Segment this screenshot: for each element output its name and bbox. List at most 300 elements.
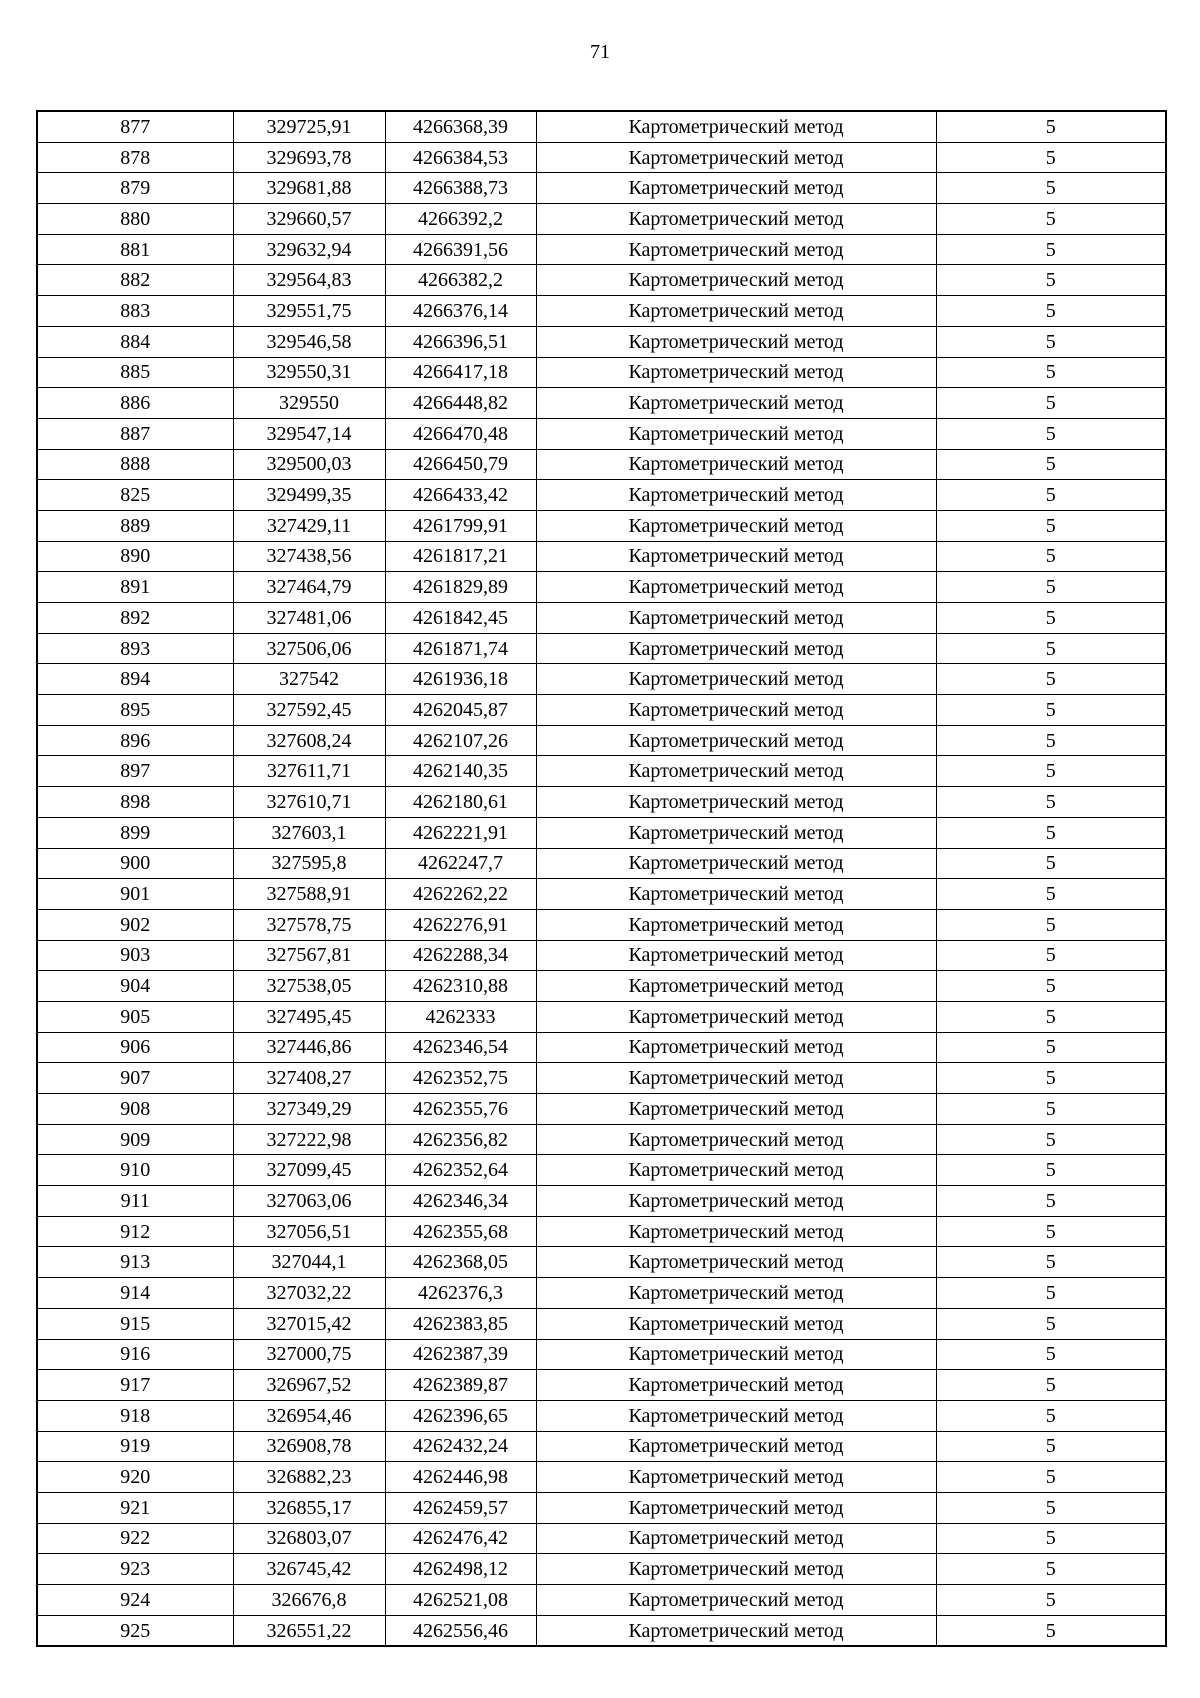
- y-coordinate-cell: 4262140,35: [385, 756, 536, 787]
- y-coordinate-cell: 4262352,64: [385, 1155, 536, 1186]
- point-number-cell: 889: [37, 510, 233, 541]
- accuracy-cell: 5: [936, 234, 1166, 265]
- x-coordinate-cell: 327056,51: [233, 1216, 385, 1247]
- accuracy-cell: 5: [936, 204, 1166, 235]
- table-row: [37, 1462, 1166, 1493]
- accuracy-cell: 5: [936, 572, 1166, 603]
- accuracy-cell: 5: [936, 1308, 1166, 1339]
- method-cell: Картометрический метод: [536, 357, 936, 388]
- method-cell: Картометрический метод: [536, 1492, 936, 1523]
- method-cell: Картометрический метод: [536, 1585, 936, 1616]
- method-cell: Картометрический метод: [536, 1032, 936, 1063]
- accuracy-cell: 5: [936, 296, 1166, 327]
- accuracy-cell: 5: [936, 1032, 1166, 1063]
- point-number-cell: 919: [37, 1431, 233, 1462]
- table-row: [37, 664, 1166, 695]
- accuracy-cell: 5: [936, 326, 1166, 357]
- accuracy-cell: 5: [936, 1523, 1166, 1554]
- table-row: [37, 204, 1166, 235]
- method-cell: Картометрический метод: [536, 633, 936, 664]
- point-number-cell: 916: [37, 1339, 233, 1370]
- x-coordinate-cell: 327438,56: [233, 541, 385, 572]
- table-row: [37, 1492, 1166, 1523]
- y-coordinate-cell: 4266384,53: [385, 142, 536, 173]
- x-coordinate-cell: 327015,42: [233, 1308, 385, 1339]
- x-coordinate-cell: 329681,88: [233, 173, 385, 204]
- table-row: [37, 234, 1166, 265]
- method-cell: Картометрический метод: [536, 664, 936, 695]
- y-coordinate-cell: 4262376,3: [385, 1278, 536, 1309]
- table-row: [37, 1308, 1166, 1339]
- table-row: [37, 1370, 1166, 1401]
- x-coordinate-cell: 326803,07: [233, 1523, 385, 1554]
- x-coordinate-cell: 327603,1: [233, 817, 385, 848]
- y-coordinate-cell: 4262247,7: [385, 848, 536, 879]
- method-cell: Картометрический метод: [536, 1431, 936, 1462]
- table-row: [37, 326, 1166, 357]
- point-number-cell: 925: [37, 1615, 233, 1646]
- method-cell: Картометрический метод: [536, 296, 936, 327]
- y-coordinate-cell: 4266433,42: [385, 480, 536, 511]
- table-row: [37, 1216, 1166, 1247]
- x-coordinate-cell: 329547,14: [233, 418, 385, 449]
- table-row: [37, 756, 1166, 787]
- method-cell: Картометрический метод: [536, 817, 936, 848]
- point-number-cell: 825: [37, 480, 233, 511]
- method-cell: Картометрический метод: [536, 1063, 936, 1094]
- y-coordinate-cell: 4262180,61: [385, 787, 536, 818]
- method-cell: Картометрический метод: [536, 510, 936, 541]
- x-coordinate-cell: 327588,91: [233, 879, 385, 910]
- y-coordinate-cell: 4262446,98: [385, 1462, 536, 1493]
- method-cell: Картометрический метод: [536, 111, 936, 142]
- y-coordinate-cell: 4262333: [385, 1001, 536, 1032]
- method-cell: Картометрический метод: [536, 204, 936, 235]
- accuracy-cell: 5: [936, 1278, 1166, 1309]
- accuracy-cell: 5: [936, 817, 1166, 848]
- method-cell: Картометрический метод: [536, 1216, 936, 1247]
- point-number-cell: 908: [37, 1094, 233, 1125]
- point-number-cell: 886: [37, 388, 233, 419]
- point-number-cell: 895: [37, 695, 233, 726]
- point-number-cell: 894: [37, 664, 233, 695]
- y-coordinate-cell: 4262107,26: [385, 725, 536, 756]
- x-coordinate-cell: 327611,71: [233, 756, 385, 787]
- accuracy-cell: 5: [936, 1492, 1166, 1523]
- y-coordinate-cell: 4266417,18: [385, 357, 536, 388]
- y-coordinate-cell: 4266392,2: [385, 204, 536, 235]
- table-row: [37, 1278, 1166, 1309]
- accuracy-cell: 5: [936, 633, 1166, 664]
- x-coordinate-cell: 327099,45: [233, 1155, 385, 1186]
- point-number-cell: 917: [37, 1370, 233, 1401]
- table-row: [37, 1032, 1166, 1063]
- method-cell: Картометрический метод: [536, 971, 936, 1002]
- table-row: [37, 633, 1166, 664]
- x-coordinate-cell: 329546,58: [233, 326, 385, 357]
- y-coordinate-cell: 4262346,54: [385, 1032, 536, 1063]
- method-cell: Картометрический метод: [536, 1308, 936, 1339]
- x-coordinate-cell: 327063,06: [233, 1186, 385, 1217]
- y-coordinate-cell: 4261842,45: [385, 603, 536, 634]
- point-number-cell: 899: [37, 817, 233, 848]
- table-row: [37, 510, 1166, 541]
- y-coordinate-cell: 4262432,24: [385, 1431, 536, 1462]
- table-row: [37, 1001, 1166, 1032]
- y-coordinate-cell: 4262355,76: [385, 1094, 536, 1125]
- table-row: [37, 1094, 1166, 1125]
- point-number-cell: 882: [37, 265, 233, 296]
- x-coordinate-cell: 329564,83: [233, 265, 385, 296]
- accuracy-cell: 5: [936, 1216, 1166, 1247]
- table-row: [37, 480, 1166, 511]
- accuracy-cell: 5: [936, 1339, 1166, 1370]
- table-row: [37, 1155, 1166, 1186]
- method-cell: Картометрический метод: [536, 234, 936, 265]
- point-number-cell: 909: [37, 1124, 233, 1155]
- x-coordinate-cell: 329550,31: [233, 357, 385, 388]
- y-coordinate-cell: 4262476,42: [385, 1523, 536, 1554]
- point-number-cell: 902: [37, 909, 233, 940]
- x-coordinate-cell: 326676,8: [233, 1585, 385, 1616]
- y-coordinate-cell: 4262396,65: [385, 1400, 536, 1431]
- table-row: [37, 1615, 1166, 1646]
- x-coordinate-cell: 326908,78: [233, 1431, 385, 1462]
- table-row: [37, 173, 1166, 204]
- table-row: [37, 909, 1166, 940]
- accuracy-cell: 5: [936, 787, 1166, 818]
- accuracy-cell: 5: [936, 1585, 1166, 1616]
- table-row: [37, 971, 1166, 1002]
- point-number-cell: 923: [37, 1554, 233, 1585]
- y-coordinate-cell: 4262368,05: [385, 1247, 536, 1278]
- table-row: [37, 1124, 1166, 1155]
- method-cell: Картометрический метод: [536, 388, 936, 419]
- x-coordinate-cell: 326855,17: [233, 1492, 385, 1523]
- x-coordinate-cell: 327495,45: [233, 1001, 385, 1032]
- table-row: [37, 787, 1166, 818]
- method-cell: Картометрический метод: [536, 1523, 936, 1554]
- point-number-cell: 922: [37, 1523, 233, 1554]
- x-coordinate-cell: 326954,46: [233, 1400, 385, 1431]
- y-coordinate-cell: 4261799,91: [385, 510, 536, 541]
- point-number-cell: 921: [37, 1492, 233, 1523]
- point-number-cell: 896: [37, 725, 233, 756]
- table-row: [37, 1523, 1166, 1554]
- y-coordinate-cell: 4266450,79: [385, 449, 536, 480]
- accuracy-cell: 5: [936, 1431, 1166, 1462]
- x-coordinate-cell: 327429,11: [233, 510, 385, 541]
- page-number: 71: [590, 41, 610, 63]
- accuracy-cell: 5: [936, 541, 1166, 572]
- accuracy-cell: 5: [936, 725, 1166, 756]
- method-cell: Картометрический метод: [536, 1124, 936, 1155]
- table-row: [37, 572, 1166, 603]
- method-cell: Картометрический метод: [536, 695, 936, 726]
- point-number-cell: 898: [37, 787, 233, 818]
- accuracy-cell: 5: [936, 695, 1166, 726]
- method-cell: Картометрический метод: [536, 909, 936, 940]
- y-coordinate-cell: 4262355,68: [385, 1216, 536, 1247]
- point-number-cell: 915: [37, 1308, 233, 1339]
- accuracy-cell: 5: [936, 848, 1166, 879]
- method-cell: Картометрический метод: [536, 787, 936, 818]
- method-cell: Картометрический метод: [536, 1247, 936, 1278]
- x-coordinate-cell: 329660,57: [233, 204, 385, 235]
- accuracy-cell: 5: [936, 418, 1166, 449]
- point-number-cell: 879: [37, 173, 233, 204]
- table-row: [37, 725, 1166, 756]
- point-number-cell: 878: [37, 142, 233, 173]
- point-number-cell: 880: [37, 204, 233, 235]
- accuracy-cell: 5: [936, 603, 1166, 634]
- table-row: [37, 1186, 1166, 1217]
- accuracy-cell: 5: [936, 1462, 1166, 1493]
- method-cell: Картометрический метод: [536, 418, 936, 449]
- x-coordinate-cell: 327506,06: [233, 633, 385, 664]
- point-number-cell: 914: [37, 1278, 233, 1309]
- accuracy-cell: 5: [936, 1400, 1166, 1431]
- method-cell: Картометрический метод: [536, 572, 936, 603]
- accuracy-cell: 5: [936, 909, 1166, 940]
- point-number-cell: 907: [37, 1063, 233, 1094]
- method-cell: Картометрический метод: [536, 603, 936, 634]
- accuracy-cell: 5: [936, 756, 1166, 787]
- method-cell: Картометрический метод: [536, 879, 936, 910]
- table-row: [37, 603, 1166, 634]
- method-cell: Картометрический метод: [536, 725, 936, 756]
- x-coordinate-cell: 327408,27: [233, 1063, 385, 1094]
- table-row: [37, 1339, 1166, 1370]
- x-coordinate-cell: 327538,05: [233, 971, 385, 1002]
- x-coordinate-cell: 329550: [233, 388, 385, 419]
- coordinates-table: [36, 110, 1167, 1647]
- y-coordinate-cell: 4262221,91: [385, 817, 536, 848]
- accuracy-cell: 5: [936, 664, 1166, 695]
- x-coordinate-cell: 329693,78: [233, 142, 385, 173]
- x-coordinate-cell: 327567,81: [233, 940, 385, 971]
- method-cell: Картометрический метод: [536, 1278, 936, 1309]
- table-row: [37, 695, 1166, 726]
- y-coordinate-cell: 4261829,89: [385, 572, 536, 603]
- y-coordinate-cell: 4262389,87: [385, 1370, 536, 1401]
- table-row: [37, 449, 1166, 480]
- table-row: [37, 142, 1166, 173]
- method-cell: Картометрический метод: [536, 1400, 936, 1431]
- y-coordinate-cell: 4262498,12: [385, 1554, 536, 1585]
- method-cell: Картометрический метод: [536, 265, 936, 296]
- accuracy-cell: 5: [936, 449, 1166, 480]
- table-row: [37, 357, 1166, 388]
- point-number-cell: 904: [37, 971, 233, 1002]
- method-cell: Картометрический метод: [536, 1462, 936, 1493]
- method-cell: Картометрический метод: [536, 1615, 936, 1646]
- point-number-cell: 888: [37, 449, 233, 480]
- method-cell: Картометрический метод: [536, 449, 936, 480]
- x-coordinate-cell: 327481,06: [233, 603, 385, 634]
- table-row: [37, 940, 1166, 971]
- table-row: [37, 418, 1166, 449]
- accuracy-cell: 5: [936, 265, 1166, 296]
- x-coordinate-cell: 327578,75: [233, 909, 385, 940]
- x-coordinate-cell: 327446,86: [233, 1032, 385, 1063]
- point-number-cell: 892: [37, 603, 233, 634]
- y-coordinate-cell: 4262356,82: [385, 1124, 536, 1155]
- y-coordinate-cell: 4261936,18: [385, 664, 536, 695]
- y-coordinate-cell: 4262310,88: [385, 971, 536, 1002]
- table-row: [37, 296, 1166, 327]
- accuracy-cell: 5: [936, 1001, 1166, 1032]
- point-number-cell: 883: [37, 296, 233, 327]
- y-coordinate-cell: 4262352,75: [385, 1063, 536, 1094]
- point-number-cell: 900: [37, 848, 233, 879]
- accuracy-cell: 5: [936, 1247, 1166, 1278]
- x-coordinate-cell: 327032,22: [233, 1278, 385, 1309]
- x-coordinate-cell: 329500,03: [233, 449, 385, 480]
- accuracy-cell: 5: [936, 142, 1166, 173]
- method-cell: Картометрический метод: [536, 1094, 936, 1125]
- x-coordinate-cell: 327464,79: [233, 572, 385, 603]
- table-row: [37, 879, 1166, 910]
- y-coordinate-cell: 4266470,48: [385, 418, 536, 449]
- table-row: [37, 1400, 1166, 1431]
- y-coordinate-cell: 4266382,2: [385, 265, 536, 296]
- method-cell: Картометрический метод: [536, 480, 936, 511]
- x-coordinate-cell: 326551,22: [233, 1615, 385, 1646]
- method-cell: Картометрический метод: [536, 1339, 936, 1370]
- point-number-cell: 905: [37, 1001, 233, 1032]
- table-row: [37, 1431, 1166, 1462]
- method-cell: Картометрический метод: [536, 1155, 936, 1186]
- accuracy-cell: 5: [936, 1554, 1166, 1585]
- method-cell: Картометрический метод: [536, 1370, 936, 1401]
- table-row: [37, 817, 1166, 848]
- point-number-cell: 913: [37, 1247, 233, 1278]
- y-coordinate-cell: 4262346,34: [385, 1186, 536, 1217]
- y-coordinate-cell: 4262459,57: [385, 1492, 536, 1523]
- accuracy-cell: 5: [936, 1124, 1166, 1155]
- point-number-cell: 911: [37, 1186, 233, 1217]
- accuracy-cell: 5: [936, 510, 1166, 541]
- x-coordinate-cell: 327044,1: [233, 1247, 385, 1278]
- point-number-cell: 891: [37, 572, 233, 603]
- y-coordinate-cell: 4266388,73: [385, 173, 536, 204]
- table-row: [37, 1585, 1166, 1616]
- accuracy-cell: 5: [936, 111, 1166, 142]
- y-coordinate-cell: 4266376,14: [385, 296, 536, 327]
- accuracy-cell: 5: [936, 388, 1166, 419]
- x-coordinate-cell: 329499,35: [233, 480, 385, 511]
- x-coordinate-cell: 327608,24: [233, 725, 385, 756]
- point-number-cell: 884: [37, 326, 233, 357]
- accuracy-cell: 5: [936, 879, 1166, 910]
- y-coordinate-cell: 4266391,56: [385, 234, 536, 265]
- x-coordinate-cell: 327610,71: [233, 787, 385, 818]
- table-row: [37, 388, 1166, 419]
- method-cell: Картометрический метод: [536, 142, 936, 173]
- accuracy-cell: 5: [936, 173, 1166, 204]
- accuracy-cell: 5: [936, 1063, 1166, 1094]
- point-number-cell: 887: [37, 418, 233, 449]
- table-row: [37, 1554, 1166, 1585]
- x-coordinate-cell: 327542: [233, 664, 385, 695]
- table-row: [37, 265, 1166, 296]
- y-coordinate-cell: 4266396,51: [385, 326, 536, 357]
- accuracy-cell: 5: [936, 1094, 1166, 1125]
- point-number-cell: 918: [37, 1400, 233, 1431]
- point-number-cell: 924: [37, 1585, 233, 1616]
- accuracy-cell: 5: [936, 971, 1166, 1002]
- y-coordinate-cell: 4262288,34: [385, 940, 536, 971]
- table-row: [37, 1063, 1166, 1094]
- y-coordinate-cell: 4262383,85: [385, 1308, 536, 1339]
- table-row: [37, 111, 1166, 142]
- method-cell: Картометрический метод: [536, 848, 936, 879]
- accuracy-cell: 5: [936, 940, 1166, 971]
- x-coordinate-cell: 327349,29: [233, 1094, 385, 1125]
- x-coordinate-cell: 327592,45: [233, 695, 385, 726]
- method-cell: Картометрический метод: [536, 541, 936, 572]
- y-coordinate-cell: 4262262,22: [385, 879, 536, 910]
- y-coordinate-cell: 4261871,74: [385, 633, 536, 664]
- table-row: [37, 541, 1166, 572]
- y-coordinate-cell: 4261817,21: [385, 541, 536, 572]
- x-coordinate-cell: 327000,75: [233, 1339, 385, 1370]
- table-row: [37, 1247, 1166, 1278]
- point-number-cell: 903: [37, 940, 233, 971]
- accuracy-cell: 5: [936, 1155, 1166, 1186]
- method-cell: Картометрический метод: [536, 1554, 936, 1585]
- point-number-cell: 881: [37, 234, 233, 265]
- table-row: [37, 848, 1166, 879]
- method-cell: Картометрический метод: [536, 756, 936, 787]
- y-coordinate-cell: 4262045,87: [385, 695, 536, 726]
- accuracy-cell: 5: [936, 357, 1166, 388]
- x-coordinate-cell: 327222,98: [233, 1124, 385, 1155]
- accuracy-cell: 5: [936, 1615, 1166, 1646]
- y-coordinate-cell: 4262276,91: [385, 909, 536, 940]
- point-number-cell: 910: [37, 1155, 233, 1186]
- point-number-cell: 885: [37, 357, 233, 388]
- x-coordinate-cell: 326745,42: [233, 1554, 385, 1585]
- x-coordinate-cell: 326882,23: [233, 1462, 385, 1493]
- method-cell: Картометрический метод: [536, 940, 936, 971]
- point-number-cell: 906: [37, 1032, 233, 1063]
- point-number-cell: 912: [37, 1216, 233, 1247]
- point-number-cell: 920: [37, 1462, 233, 1493]
- method-cell: Картометрический метод: [536, 326, 936, 357]
- table-body: [37, 111, 1166, 1646]
- point-number-cell: 893: [37, 633, 233, 664]
- x-coordinate-cell: 329551,75: [233, 296, 385, 327]
- accuracy-cell: 5: [936, 480, 1166, 511]
- x-coordinate-cell: 327595,8: [233, 848, 385, 879]
- point-number-cell: 897: [37, 756, 233, 787]
- method-cell: Картометрический метод: [536, 173, 936, 204]
- x-coordinate-cell: 326967,52: [233, 1370, 385, 1401]
- point-number-cell: 877: [37, 111, 233, 142]
- y-coordinate-cell: 4262556,46: [385, 1615, 536, 1646]
- point-number-cell: 901: [37, 879, 233, 910]
- point-number-cell: 890: [37, 541, 233, 572]
- method-cell: Картометрический метод: [536, 1001, 936, 1032]
- y-coordinate-cell: 4262387,39: [385, 1339, 536, 1370]
- accuracy-cell: 5: [936, 1186, 1166, 1217]
- method-cell: Картометрический метод: [536, 1186, 936, 1217]
- x-coordinate-cell: 329725,91: [233, 111, 385, 142]
- y-coordinate-cell: 4262521,08: [385, 1585, 536, 1616]
- y-coordinate-cell: 4266448,82: [385, 388, 536, 419]
